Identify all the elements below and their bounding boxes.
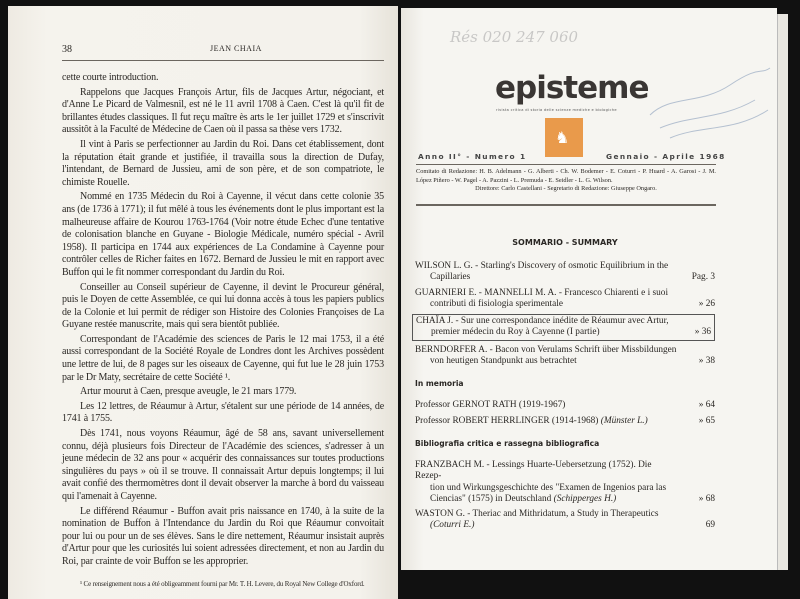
emblem-image: ♞ bbox=[545, 118, 583, 157]
biblio-entry bbox=[415, 509, 715, 532]
footnote: ¹ Ce renseignement nous a été obligeamment fourni par Mr. T. H. Levere, du Royal New College d'Oxford. bbox=[80, 579, 365, 588]
entry-page: » 65 bbox=[698, 415, 715, 426]
issue-number: Anno II° - Numero 1 bbox=[418, 152, 527, 161]
entry-page: » 68 bbox=[698, 493, 715, 504]
rule bbox=[416, 204, 716, 206]
paragraph: Les 12 lettres, de Réaumur à Artur, s'étalent sur une période de 14 années, de 1741 à 1755. bbox=[62, 400, 384, 425]
entry-title: BERNDORFER A. - Bacon von Verulams Schrift über Missbildungen bbox=[415, 344, 677, 355]
body-text bbox=[62, 72, 384, 589]
section-title-memoria: In memoria bbox=[415, 379, 464, 389]
journal-logo: episteme bbox=[495, 70, 649, 106]
director-text: Direttore: Carlo Castellani - Segretario di Redazione: Giuseppe Ongaro. bbox=[475, 185, 657, 192]
paragraph: Artur mourut à Caen, presque aveugle, le 21 mars 1779. bbox=[80, 386, 297, 398]
entry-page: Pag. 3 bbox=[691, 272, 715, 283]
entry-title-cont: von heutigen Standpunkt aus betrachtet bbox=[430, 356, 577, 367]
entry-author: (Coturri E.) bbox=[430, 520, 475, 531]
toc-entry bbox=[415, 288, 715, 311]
journal-tagline: rivista critica di storia delle scienze mediche e biologiche bbox=[496, 108, 617, 112]
entry-title-cont: Capillaries bbox=[430, 272, 471, 283]
paragraph: Le différend Réaumur - Buffon avait pris naissance en 1740, à la suite de la nomination de Buffon à l'Intendance du Jardin du Roi que Réaumur convoitait pour lui ou pour un de ses élèves. Sans le dire nettement, Réaumur insistait auprès d'Artur pour que les curiosités lui soient adressées directement, et non au Jardin du Roi, par crainte de voir Buffon se les approprier. bbox=[62, 505, 384, 567]
paragraph: Correspondant de l'Académie des sciences de Paris le 12 mai 1753, il a été aussi correspondant de la Société Royale de Londres dont les Archives possèdent une lettre de lui, de 8 pages sur les oiseaux de Cayenne, qui fut lue le 28 juin 1753 par le Dr Maty, secrétaire de cette Société ¹. bbox=[62, 333, 384, 383]
entry-page: » 26 bbox=[698, 298, 715, 309]
summary-title: SOMMARIO - SUMMARY bbox=[512, 238, 618, 247]
handwritten-number: Rés 020 247 060 bbox=[450, 28, 579, 46]
entry-title: WASTON G. - Theriac and Mithridatum, a Study in Therapeutics bbox=[415, 509, 659, 520]
paragraph: Nommé en 1735 Médecin du Roi à Cayenne, il vécut dans cette colonie 35 ans (de 1736 à 1771); il fut mêlé à tous les événements dont le plus important est la malheureuse affaire de Kourou 1763-1764 (Voir notre étude Echec d'une tentative de colonisation blanche en Guyane - Biologie Médicale, numéro spécial - Avril 1958). Il participa en 1744 aux expériences de La Condamine à Cayenne pour contrôler celles de Richer faites en 1672. Bernard de Jussieu le mit en rapport avec Buffon qui le fit nommer correspondant du Jardin du Roi. bbox=[62, 191, 384, 278]
memoria-entry bbox=[415, 400, 715, 411]
entry-title: WILSON L. G. - Starling's Discovery of osmotic Equilibrium in the bbox=[415, 261, 669, 271]
entry-title-cont: contributi di fisiologia sperimentale bbox=[430, 298, 563, 309]
committee-text: Comitato di Redazione: H. B. Adelmann - G. Alberti - Ch. W. Bodemer - E. Coturri - P. Huard - A. Garosi - J. M. López Piñero - W. Pagel - A. Pazzini - L. Premuda - E. Seidler - L. G. Wilson. bbox=[416, 168, 716, 184]
entry-title: Professor GERNOT RATH (1919-1967) bbox=[415, 400, 566, 411]
page-number: 38 bbox=[62, 44, 72, 55]
entry-page: » 36 bbox=[694, 327, 711, 338]
toc-entry-highlighted bbox=[412, 314, 715, 341]
section-title-bibliografia: Bibliografia critica e rassegna bibliografica bbox=[415, 438, 600, 448]
paragraph: cette courte introduction. bbox=[62, 72, 159, 83]
biblio-entry bbox=[415, 460, 715, 505]
running-head: JEAN CHAIA bbox=[210, 44, 262, 53]
entry-title: FRANZBACH M. - Lessings Huarte-Uebersetzung (1752). Die Rezep- bbox=[415, 459, 652, 482]
entry-page: » 64 bbox=[698, 400, 715, 411]
editorial-committee bbox=[416, 168, 716, 194]
entry-title-cont: premier médecin du Roy à Cayenne (I partie) bbox=[431, 327, 600, 338]
paragraph: Rappelons que Jacques François Artur, fils de Jacques Artur, négociant, et d'Anne Le Picard de Valmesnil, est né le 11 avril 1708 à Caen. C'est là qu'il fit de brillantes études classiques. Il fut reçu maître ès arts le 1er juillet 1729 et s'inscrivit aussitôt à la Faculté de Médecine de Caen où il passa sa thèse vers 1732. bbox=[62, 86, 384, 136]
issue-date: Gennaio - Aprile 1968 bbox=[606, 152, 726, 161]
table-of-contents bbox=[415, 238, 715, 536]
handwritten-dedication bbox=[640, 60, 775, 140]
left-page bbox=[8, 6, 398, 599]
entry-page: 69 bbox=[705, 520, 715, 531]
entry-author: (Schipperges H.) bbox=[553, 493, 617, 504]
paragraph: Conseiller au Conseil supérieur de Cayenne, il devint le Procureur général, puis le Doyen de cette Assemblée, ce qui lui donna accès à tous les papiers publics de la Colonie et lui permit de rédiger son Histoire des Colonies Françoises de La Guyane restée manuscrite, mais qui sera bientôt publiée. bbox=[62, 281, 384, 331]
entry-title: GUARNIERI E. - MANNELLI M. A. - Francesco Chiarenti e i suoi bbox=[415, 287, 669, 298]
entry-title: CHAÏA J. - Sur une correspondance inédite de Réaumur avec Artur, bbox=[416, 316, 669, 327]
entry-author: (Münster L.) bbox=[600, 415, 648, 426]
entry-page: » 38 bbox=[698, 356, 715, 367]
entry-title-cont: tion und Wirkungsgeschichte des "Examen de Ingenios para las Ciencias" (1575) in Deutschland bbox=[430, 482, 667, 504]
page-edge bbox=[777, 14, 788, 570]
memoria-entry bbox=[415, 416, 715, 427]
paragraph: Il vint à Paris se perfectionner au Jardin du Roi. Dans cet établissement, dont la réputation était grande et justifiée, il travailla sous la direction de Dufay, l'intendant, de Bernard de Jussieu, ami de son père, et de son compatriote, le chimiste Rouelle. bbox=[62, 138, 384, 188]
toc-entry bbox=[415, 261, 715, 284]
entry-title: Professor ROBERT HERRLINGER (1914-1968) bbox=[415, 415, 599, 426]
toc-entry bbox=[415, 345, 715, 368]
rule bbox=[416, 164, 716, 165]
header-rule bbox=[62, 60, 384, 61]
paragraph: Dès 1741, nous voyons Réaumur, âgé de 58 ans, savant universellement connu, déjà plusieurs fois Directeur de l'Académie des sciences, s'adresser à un jeune médecin de 32 ans pour « acquérir des connaissances sur toutes productions singulières du pays » où il se trouve. Il connaissait Artur depuis longtemps; il lui avait confié des thermomètres dont il devait observer la marche à bord du vaisseau qui l'amenait à Cayenne. bbox=[62, 428, 384, 502]
